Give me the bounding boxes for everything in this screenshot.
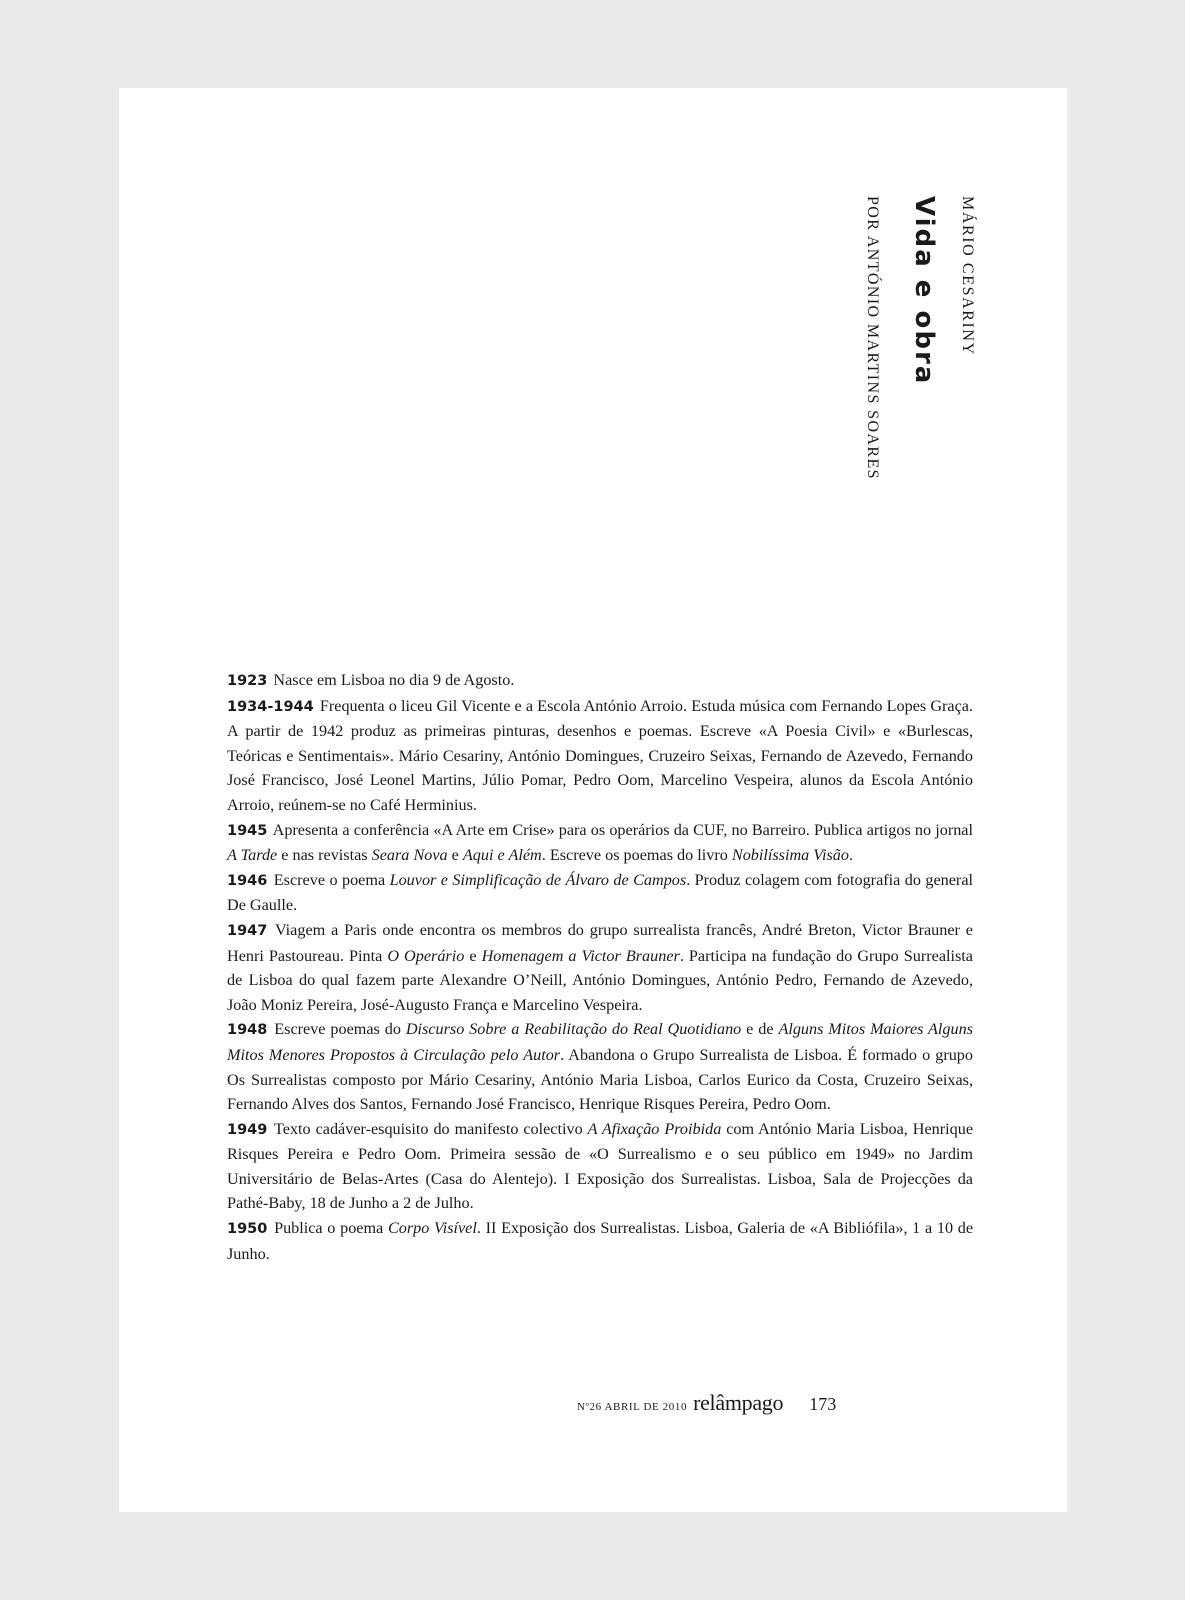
chronology (227, 668, 973, 1266)
entry-title-italic: A Afixação Proibida (587, 1119, 722, 1138)
entry-year: 1945 (227, 822, 268, 839)
article-title: Vida e obra (909, 196, 939, 386)
entry-year: 1934-1944 (227, 698, 314, 715)
entry-text: Publica o poema (274, 1219, 388, 1238)
entry-text: . Produz colagem com fotografia do general De Gaulle. (227, 870, 974, 915)
magazine-name: relâmpago (693, 1390, 784, 1415)
entry-text: Escreve o poema (273, 870, 390, 889)
entry-year: 1948 (227, 1022, 268, 1039)
entry-title-italic: A Tarde (227, 846, 278, 865)
entry-text: Texto cadáver-esquisito do manifesto colectivo (274, 1119, 588, 1138)
entry-text: Viagem a Paris onde encontra os membros do grupo surrealista francês, André Breton, Victor Brauner e Henri Pastoureau. Pinta (227, 920, 973, 965)
entry-text: . (848, 846, 854, 865)
chronology-entry (227, 818, 973, 868)
entry-title-italic: Seara Nova (371, 846, 448, 865)
entry-text: . II Exposição dos Surrealistas. Lisboa, Galeria de «A Bibliófila», 1 a 10 de Junho. (227, 1219, 974, 1263)
entry-text: Frequenta o liceu Gil Vicente e a Escola António Arroio. Estuda música com Fernando Lopes Graça. A partir de 1942 produz as primeiras pinturas, desenhos e poemas. Escreve «A Poesia Civil» e «Burlescas, Teóricas e Sentimentais». Mário Cesariny, António Domingues, Cruzeiro Seixas, Fernando de Azevedo, Fernando José Francisco, José Leonel Martins, Júlio Pomar, Pedro Oom, Marcelino Vespeira, alunos da Escola António Arroio, reúnem-se no Café Herminius. (227, 696, 974, 814)
entry-year: 1946 (227, 872, 268, 889)
entry-text: e (447, 846, 463, 865)
entry-text: . Escreve os poemas do livro (541, 846, 732, 865)
entry-title-italic: Nobilíssima Visão (731, 846, 849, 865)
chronology-entry (227, 918, 973, 1017)
entry-text: e (464, 946, 482, 965)
entry-title-italic: Discurso Sobre a Reabilitação do Real Quotidiano (405, 1020, 742, 1039)
page-number: 173 (809, 1394, 837, 1414)
entry-title-italic: Corpo Visível (387, 1219, 477, 1238)
entry-title-italic: Alguns Mitos Maiores Alguns Mitos Menores Propostos à Circulação pelo Autor (227, 1020, 973, 1064)
entry-year: 1950 (227, 1221, 268, 1238)
entry-text: Nasce em Lisboa no dia 9 de Agosto. (273, 671, 515, 689)
entry-text: . Participa na fundação do Grupo Surrealista de Lisboa do qual fazem parte Alexandre O’Neill, António Domingues, António Pedro, Fernando de Azevedo, João Moniz Pereira, José-Augusto França e Marcelino Vespeira. (227, 946, 973, 1014)
entry-year: 1923 (227, 673, 268, 689)
entry-year: 1949 (227, 1121, 268, 1138)
entry-title-italic: Louvor e Simplificação de Álvaro de Campos (389, 870, 687, 889)
entry-title-italic: Aqui e Além (462, 846, 542, 865)
entry-text: Escreve poemas do (274, 1020, 406, 1039)
entry-text: com António Maria Lisboa, Henrique Risques Pereira e Pedro Oom. Primeira sessão de «O Surrealismo e o seu público em 1949» no Jardim Universitário de Belas-Artes (Casa do Alentejo). I Exposição dos Surrealistas. Lisboa, Sala de Projecções da Pathé-Baby, 18 de Junho a 2 de Julho. (227, 1119, 973, 1213)
chronology-entry (227, 1017, 973, 1116)
entry-title-italic: Homenagem a Victor Brauner (481, 946, 680, 965)
article-byline: POR ANTÓNIO MARTINS SOARES (864, 196, 881, 480)
author-heading: MÁRIO CESARINY (959, 196, 976, 356)
entry-text: Apresenta a conferência «A Arte em Crise» para os operários da CUF, no Barreiro. Publica artigos no jornal (272, 820, 973, 839)
magazine-page (119, 88, 1067, 1512)
chronology-entry (227, 668, 973, 694)
entry-title-italic: O Operário (387, 946, 465, 965)
entry-text: . Abandona o Grupo Surrealista de Lisboa. É formado o grupo Os Surrealistas composto por Mário Cesariny, António Maria Lisboa, Carlos Eurico da Costa, Cruzeiro Seixas, Fernando Alves dos Santos, Fernando José Francisco, Henrique Risques Pereira, Pedro Oom. (227, 1045, 973, 1114)
page-footer (577, 1390, 836, 1416)
entry-year: 1947 (227, 922, 268, 939)
chronology-entry (227, 694, 973, 818)
chronology-entry (227, 1117, 973, 1216)
chronology-entry (227, 868, 973, 918)
entry-text: e nas revistas (277, 846, 372, 865)
issue-info: Nº26 ABRIL DE 2010 (577, 1401, 688, 1413)
entry-text: e de (741, 1020, 779, 1039)
chronology-entry (227, 1216, 973, 1266)
